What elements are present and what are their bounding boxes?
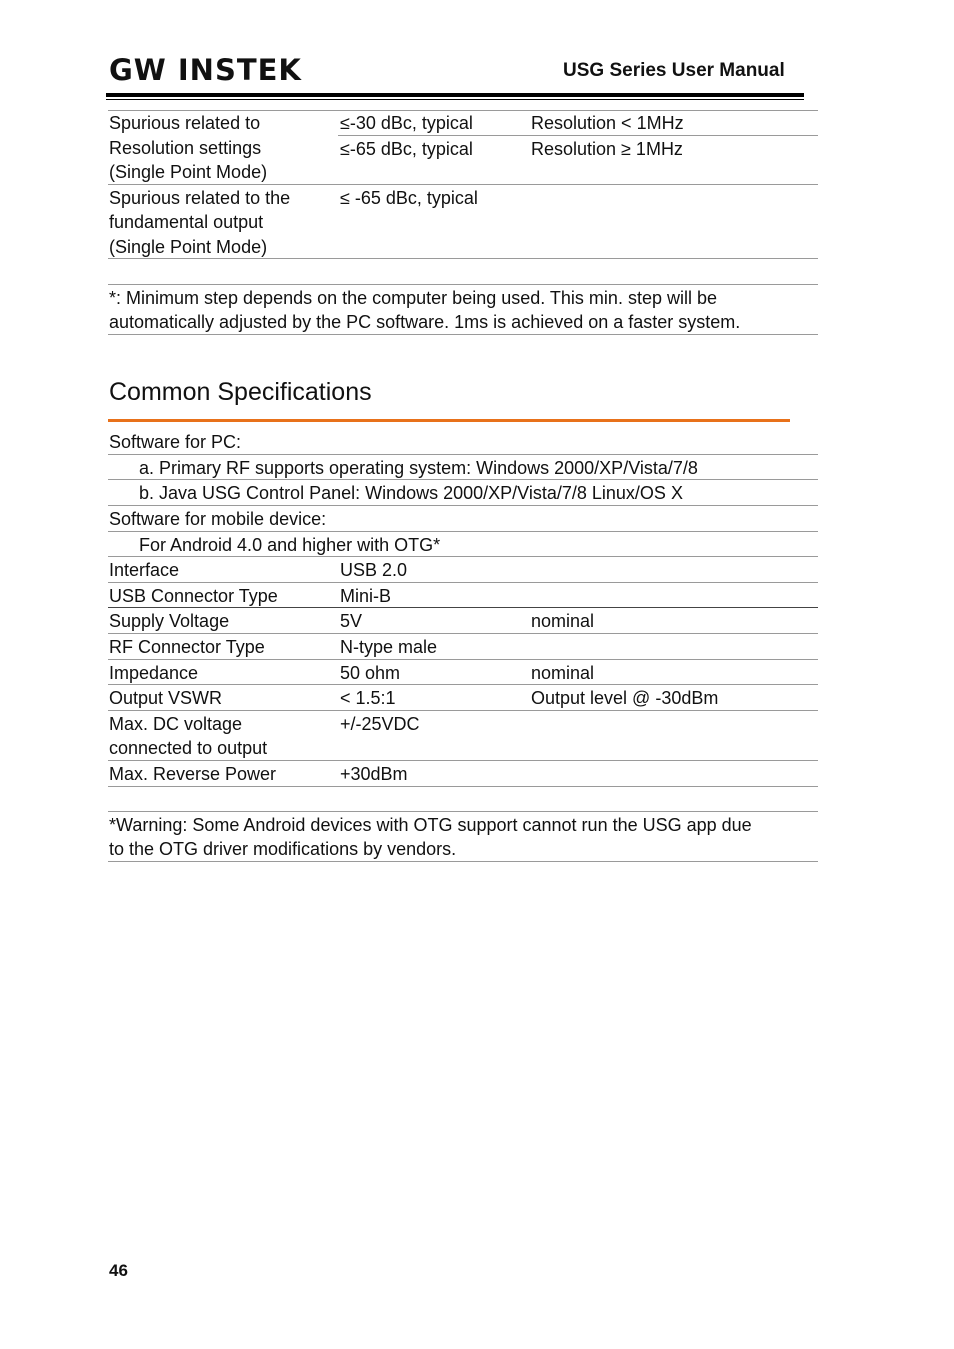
note-line: *: Minimum step depends on the computer being used. This min. step will be <box>109 288 717 308</box>
divider <box>108 710 818 711</box>
spurious-resolution-label-line: Spurious related to <box>109 113 261 133</box>
dc-voltage-value: +/-25VDC <box>340 714 420 734</box>
divider <box>108 284 818 285</box>
divider <box>108 861 818 862</box>
spec-note: Output level @ -30dBm <box>531 688 719 708</box>
spurious-value-2: ≤-65 dBc, typical <box>340 139 473 159</box>
divider <box>108 582 818 583</box>
spec-label: Output VSWR <box>109 688 223 708</box>
reverse-power-label: Max. Reverse Power <box>109 764 277 784</box>
divider <box>108 633 818 634</box>
spec-value: USB 2.0 <box>340 560 408 580</box>
spurious-fundamental-label-line: fundamental output <box>109 212 264 232</box>
divider <box>108 684 818 685</box>
spurious-fundamental-label-line: (Single Point Mode) <box>109 237 268 257</box>
header-rule-thin <box>106 99 804 100</box>
divider <box>108 505 818 506</box>
spec-note: nominal <box>531 663 595 683</box>
spurious-condition-1: Resolution < 1MHz <box>531 113 684 133</box>
divider <box>108 531 818 532</box>
divider <box>108 258 818 259</box>
spec-label: RF Connector Type <box>109 637 265 657</box>
dc-voltage-label-line: connected to output <box>109 738 268 758</box>
divider <box>108 811 818 812</box>
software-pc-item: b. Java USG Control Panel: Windows 2000/XP/Vista/7/8 Linux/OS X <box>139 483 683 503</box>
reverse-power-value: +30dBm <box>340 764 408 784</box>
software-pc-label: Software for PC: <box>109 432 242 452</box>
spec-note: nominal <box>531 611 595 631</box>
divider <box>108 607 818 608</box>
divider <box>108 659 818 660</box>
spec-label: Supply Voltage <box>109 611 230 631</box>
spec-label: Interface <box>109 560 180 580</box>
spurious-resolution-label-line: Resolution settings <box>109 138 262 158</box>
spec-value: N-type male <box>340 637 438 657</box>
gw-instek-logo <box>109 53 302 87</box>
divider <box>108 786 818 787</box>
divider <box>108 184 818 185</box>
spurious-condition-2: Resolution ≥ 1MHz <box>531 139 683 159</box>
header-rule-thick <box>106 93 804 97</box>
divider <box>108 334 818 335</box>
spec-value: < 1.5:1 <box>340 688 396 708</box>
spec-label: USB Connector Type <box>109 586 278 606</box>
software-mobile-item: For Android 4.0 and higher with OTG* <box>139 535 441 555</box>
note-line: automatically adjusted by the PC software. 1ms is achieved on a faster system. <box>109 312 741 332</box>
divider <box>108 556 818 557</box>
spurious-value-1: ≤-30 dBc, typical <box>340 113 473 133</box>
page-number: 46 <box>109 1261 128 1280</box>
spec-value: 50 ohm <box>340 663 401 683</box>
divider <box>108 479 818 480</box>
manual-title: USG Series User Manual <box>563 60 785 81</box>
spec-value: Mini-B <box>340 586 392 606</box>
divider <box>338 135 818 136</box>
spec-label: Impedance <box>109 663 199 683</box>
software-pc-item: a. Primary RF supports operating system: Windows 2000/XP/Vista/7/8 <box>139 458 698 478</box>
warning-note-line: to the OTG driver modifications by vendors. <box>109 839 457 859</box>
warning-note-line: *Warning: Some Android devices with OTG support cannot run the USG app due <box>109 815 752 835</box>
divider <box>108 760 818 761</box>
divider <box>108 454 818 455</box>
spurious-fundamental-label-line: Spurious related to the <box>109 188 291 208</box>
spurious-resolution-label-line: (Single Point Mode) <box>109 162 268 182</box>
software-mobile-label: Software for mobile device: <box>109 509 327 529</box>
dc-voltage-label-line: Max. DC voltage <box>109 714 243 734</box>
spurious-fundamental-value: ≤ -65 dBc, typical <box>340 188 478 208</box>
section-title: Common Specifications <box>109 378 372 406</box>
section-title-underline <box>108 419 790 422</box>
svg-text:GW INSTEK: GW INSTEK <box>109 53 302 87</box>
spec-value: 5V <box>340 611 363 631</box>
